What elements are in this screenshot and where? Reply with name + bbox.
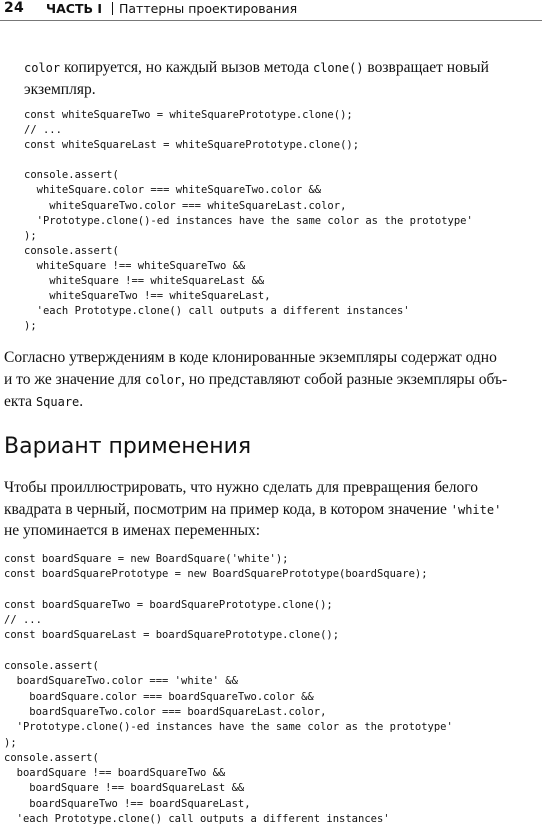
part-label: ЧАСТЬ I [46,1,103,16]
code-line [4,644,453,659]
inline-code: color [24,61,61,75]
code-line: 'each Prototype.clone() call outputs a different instances' [24,305,410,318]
code-line: const boardSquareLast = boardSquarePrototype.clone(); [4,629,340,642]
code-line: boardSquare !== boardSquareTwo && [4,767,226,780]
code-line: console.assert( [24,169,119,182]
code-line: boardSquareTwo.color === boardSquareLast.color, [4,705,327,718]
paragraph-3-line-3: не упоминается в именах переменных: [4,522,261,539]
code-line: whiteSquareTwo.color === whiteSquareLast.color, [24,199,347,212]
code-line: const boardSquareTwo = boardSquarePrototype.clone(); [4,598,333,611]
code-line: whiteSquareTwo !== whiteSquareLast, [24,290,271,303]
code-line: boardSquare.color === boardSquareTwo.color && [4,690,314,703]
code-line: whiteSquare !== whiteSquareTwo && [24,259,246,272]
code-line: whiteSquare.color === whiteSquareTwo.color && [24,184,322,197]
code-line: console.assert( [4,660,99,673]
inline-code: clone() [312,61,364,75]
inline-code: 'white' [450,503,502,517]
code-line: ); [4,736,17,749]
code-block-2 [4,552,453,827]
code-line: console.assert( [24,244,119,257]
code-line: const boardSquare = new BoardSquare('white'); [4,553,289,565]
header-separator [112,2,113,15]
code-line: const whiteSquareLast = whiteSquarePrototype.clone(); [24,139,360,152]
paragraph-2-line-3: екта Square. [4,393,84,410]
chapter-title: Паттерны проектирования [119,1,298,16]
code-line: boardSquare !== boardSquareLast && [4,782,245,795]
inline-code: Square [35,395,80,409]
code-line: boardSquareTwo.color === 'white' && [4,675,238,688]
code-line [4,583,453,598]
inline-code: color [144,373,182,387]
page-number: 24 [4,0,24,16]
code-line: 'Prototype.clone()-ed instances have the same color as the prototype' [4,721,453,734]
code-line: 'Prototype.clone()-ed instances have the same color as the prototype' [24,214,473,227]
code-block-1 [24,108,473,334]
section-heading: Вариант применения [4,434,252,459]
intro-line-1: color копируется, но каждый вызов метода clone() возвращает новый [24,59,489,76]
intro-line-2: экземпляр. [24,81,96,98]
code-line: ); [24,229,37,242]
header-rule [0,20,542,21]
paragraph-3-line-1: Чтобы проиллюстрировать, что нужно сделать для превращения белого [4,479,478,496]
code-line: 'each Prototype.clone() call outputs a different instances' [4,813,390,826]
code-line: boardSquareTwo !== boardSquareLast, [4,797,251,810]
code-line: const whiteSquareTwo = whiteSquarePrototype.clone(); [24,109,353,121]
code-line [24,153,473,168]
code-line: // ... [4,614,42,627]
code-line: console.assert( [4,751,99,764]
code-line: ); [24,320,37,333]
paragraph-2-line-1: Согласно утверждениям в коде клонированные экземпляры содержат одно [4,349,497,366]
code-line: // ... [24,124,62,137]
paragraph-2-line-2: и то же значение для color, но представляют собой разные экземпляры объ- [4,371,508,388]
code-line: whiteSquare !== whiteSquareLast && [24,275,265,288]
paragraph-3-line-2: квадрата в черный, посмотрим на пример кода, в котором значение 'white' [4,501,502,518]
code-line: const boardSquarePrototype = new BoardSquarePrototype(boardSquare); [4,568,428,581]
page-header [0,0,542,18]
